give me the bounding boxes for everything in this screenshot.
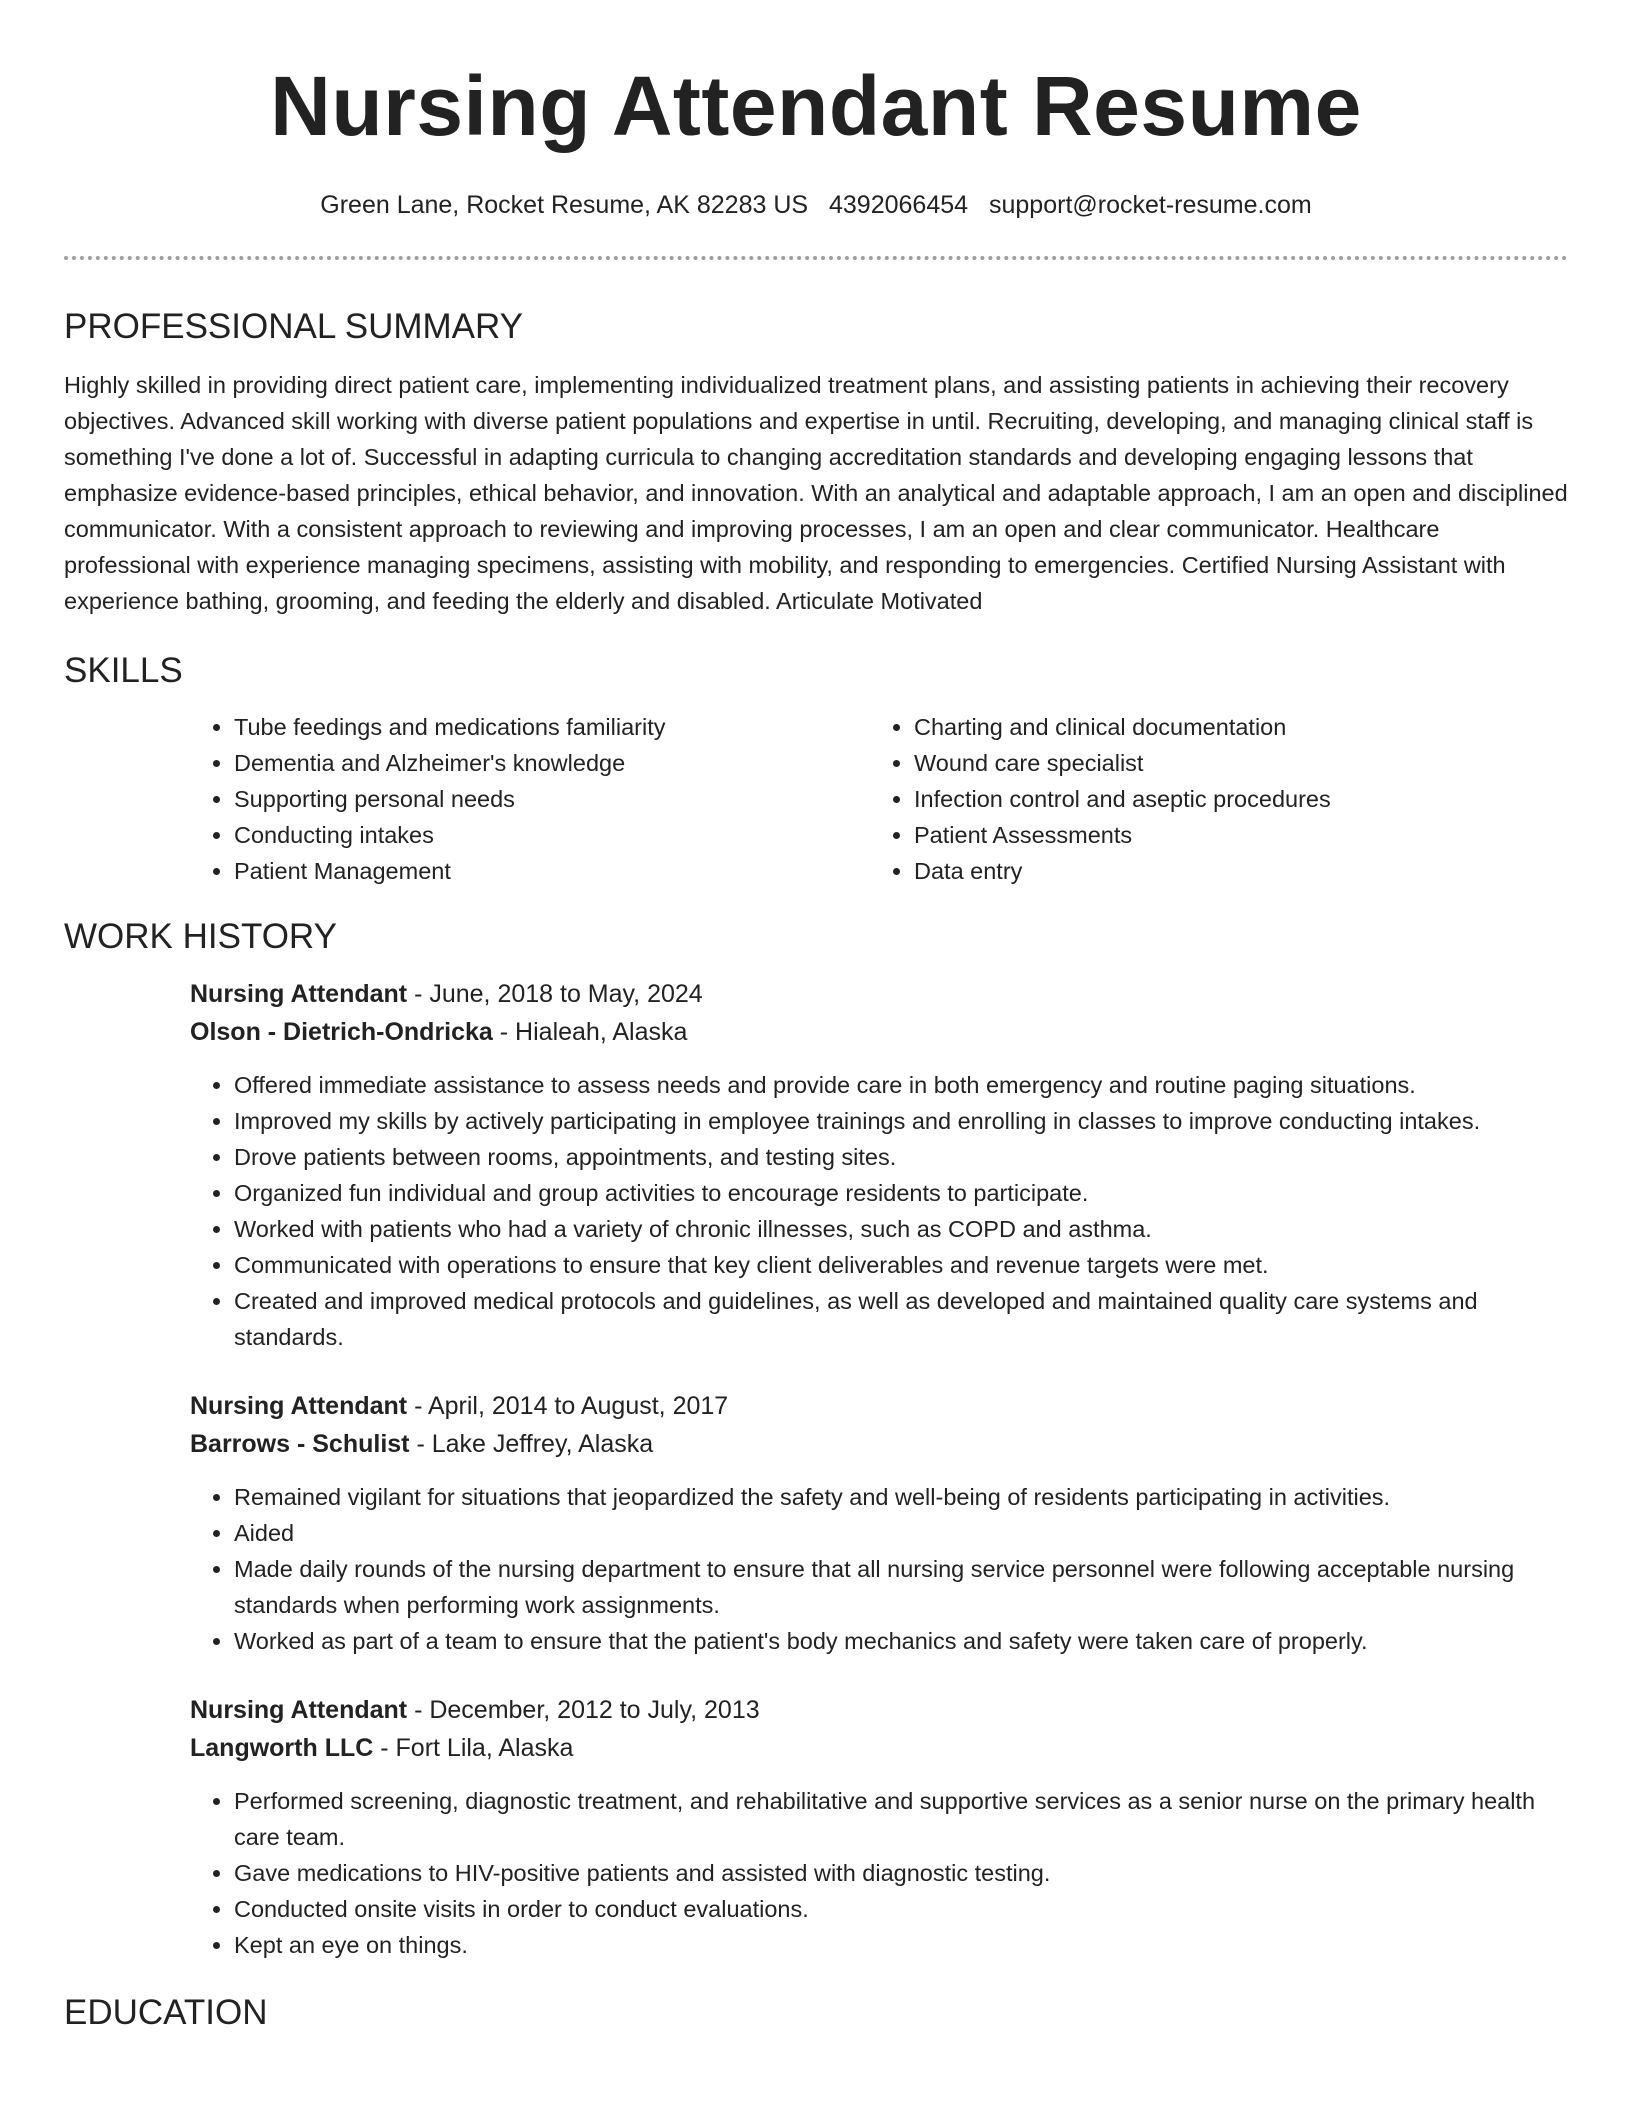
skills-section bbox=[64, 649, 1568, 889]
job-bullet: • Gave medications to HIV-positive patients and assisted with diagnostic testing. bbox=[234, 1855, 1568, 1891]
job-company: Barrows - Schulist bbox=[190, 1430, 410, 1458]
job-title-line bbox=[190, 1387, 1568, 1425]
job-title-line bbox=[190, 1691, 1568, 1729]
job-location: - Hialeah, Alaska bbox=[492, 1018, 688, 1046]
job-company: Langworth LLC bbox=[190, 1734, 374, 1762]
job-bullet: • Kept an eye on things. bbox=[234, 1927, 1568, 1963]
job-dates: - April, 2014 to August, 2017 bbox=[407, 1392, 729, 1420]
job-title: Nursing Attendant bbox=[190, 1392, 408, 1420]
skills-heading: SKILLS bbox=[64, 651, 183, 690]
job-bullet: • Worked with patients who had a variety of chronic illnesses, such as COPD and asthma. bbox=[234, 1211, 1568, 1247]
job-bullet: • Organized fun individual and group activities to encourage residents to participate. bbox=[234, 1175, 1568, 1211]
skill-item: • Supporting personal needs bbox=[234, 781, 870, 817]
summary-section bbox=[64, 305, 1568, 619]
contact-address: Green Lane, Rocket Resume, AK 82283 US bbox=[320, 191, 809, 219]
skills-grid bbox=[190, 709, 1568, 889]
summary-heading: PROFESSIONAL SUMMARY bbox=[64, 307, 523, 346]
skill-item: • Patient Management bbox=[234, 853, 870, 889]
job-bullet: • Improved my skills by actively participating in employee trainings and enrolling in classes to improve conducting intakes. bbox=[234, 1103, 1568, 1139]
skill-item: • Wound care specialist bbox=[914, 745, 1550, 781]
contact-email: support@rocket-resume.com bbox=[989, 191, 1312, 219]
job-bullet: • Remained vigilant for situations that jeopardized the safety and well-being of residents participating in activities. bbox=[234, 1479, 1568, 1515]
job-bullets bbox=[190, 1783, 1568, 1963]
job-company-line bbox=[190, 1729, 1568, 1767]
job-bullet: • Drove patients between rooms, appointments, and testing sites. bbox=[234, 1139, 1568, 1175]
job-bullet: • Communicated with operations to ensure that key client deliverables and revenue targets were met. bbox=[234, 1247, 1568, 1283]
skill-item: • Data entry bbox=[914, 853, 1550, 889]
job-company: Olson - Dietrich-Ondricka bbox=[190, 1018, 493, 1046]
job-title-line bbox=[190, 975, 1568, 1013]
skills-column-right bbox=[870, 709, 1550, 889]
work-heading: WORK HISTORY bbox=[64, 917, 337, 956]
header-divider bbox=[64, 256, 1568, 260]
job-dates: - June, 2018 to May, 2024 bbox=[407, 980, 703, 1008]
skills-list-right bbox=[870, 709, 1550, 889]
job-bullet: • Created and improved medical protocols and guidelines, as well as developed and maintained quality care systems and standards. bbox=[234, 1283, 1568, 1355]
job-bullets bbox=[190, 1479, 1568, 1659]
skills-list-left bbox=[190, 709, 870, 889]
job-company-line bbox=[190, 1013, 1568, 1051]
skill-item: • Conducting intakes bbox=[234, 817, 870, 853]
job-entry bbox=[190, 1387, 1568, 1659]
job-location: - Fort Lila, Alaska bbox=[373, 1734, 574, 1762]
job-bullet: • Made daily rounds of the nursing department to ensure that all nursing service personnel were following acceptable nursing standards when performing work assignments. bbox=[234, 1551, 1568, 1623]
job-entry bbox=[190, 975, 1568, 1355]
summary-text: Highly skilled in providing direct patient care, implementing individualized treatment plans, and assisting patients in achieving their recovery objectives. Advanced skill working with diverse patient populations and expertise in until. Recruiting, developing, and managing clinical staff is something I've done a lot of. Successful in adapting curricula to changing accreditation standards and developing engaging lessons that emphasize evidence-based principles, ethical behavior, and innovation. With an analytical and adaptable approach, I am an open and disciplined communicator. With a consistent approach to reviewing and improving processes, I am an open and clear communicator. Healthcare professional with experience managing specimens, assisting with mobility, and responding to emergencies. Certified Nursing Assistant with experience bathing, grooming, and feeding the elderly and disabled. Articulate Motivated bbox=[64, 372, 1568, 614]
skill-item: • Patient Assessments bbox=[914, 817, 1550, 853]
job-title: Nursing Attendant bbox=[190, 980, 408, 1008]
skill-item: • Charting and clinical documentation bbox=[914, 709, 1550, 745]
skill-item: • Dementia and Alzheimer's knowledge bbox=[234, 745, 870, 781]
skill-item: • Infection control and aseptic procedures bbox=[914, 781, 1550, 817]
job-company-line bbox=[190, 1425, 1568, 1463]
job-title: Nursing Attendant bbox=[190, 1696, 408, 1724]
contact-phone: 4392066454 bbox=[829, 191, 969, 219]
education-section bbox=[64, 1991, 1568, 2035]
skills-column-left bbox=[190, 709, 870, 889]
job-bullet: • Conducted onsite visits in order to conduct evaluations. bbox=[234, 1891, 1568, 1927]
resume-page bbox=[64, 0, 1568, 2035]
job-bullet: • Performed screening, diagnostic treatment, and rehabilitative and supportive services as a senior nurse on the primary health care team. bbox=[234, 1783, 1568, 1855]
job-entry bbox=[190, 1691, 1568, 1963]
contact-line bbox=[64, 188, 1568, 222]
job-bullet: • Aided bbox=[234, 1515, 1568, 1551]
skill-item: • Tube feedings and medications familiarity bbox=[234, 709, 870, 745]
job-location: - Lake Jeffrey, Alaska bbox=[409, 1430, 654, 1458]
job-bullet: • Worked as part of a team to ensure that the patient's body mechanics and safety were taken care of properly. bbox=[234, 1623, 1568, 1659]
job-bullets bbox=[190, 1067, 1568, 1355]
job-dates: - December, 2012 to July, 2013 bbox=[407, 1696, 760, 1724]
job-bullet: • Offered immediate assistance to assess needs and provide care in both emergency and routine paging situations. bbox=[234, 1067, 1568, 1103]
education-heading: EDUCATION bbox=[64, 1993, 268, 2032]
page-title: Nursing Attendant Resume bbox=[270, 59, 1362, 153]
work-section bbox=[64, 915, 1568, 1963]
